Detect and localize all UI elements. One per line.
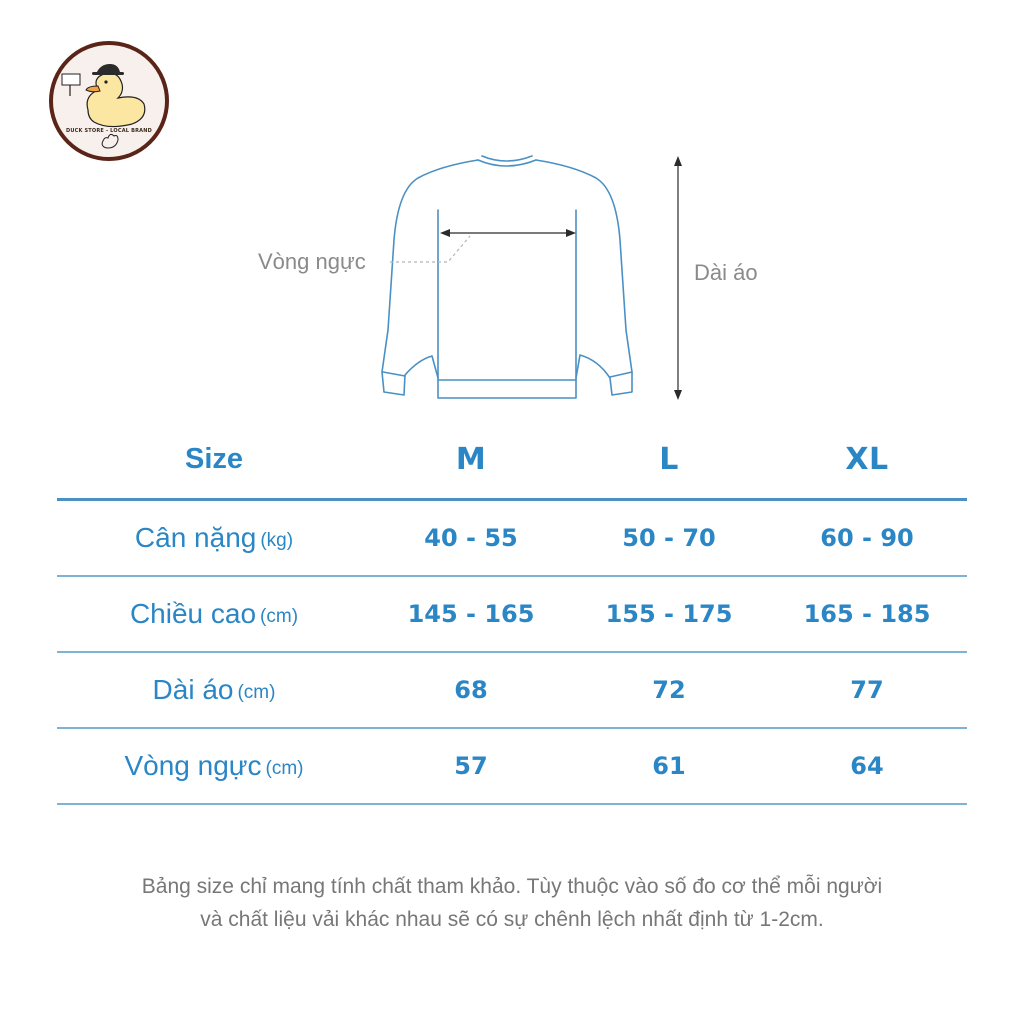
table-cell: 57 (454, 752, 488, 780)
size-m: M (455, 441, 487, 477)
table-row-chest (57, 729, 967, 803)
row-label: Dài áo (152, 674, 234, 705)
table-cell: 165 - 185 (803, 600, 931, 628)
note-line-1: Bảng size chỉ mang tính chất tham khảo. Tùy thuộc vào số đo cơ thể mỗi người (141, 875, 883, 898)
row-label: Cân nặng (134, 522, 257, 553)
size-l: L (659, 441, 679, 477)
size-note (40, 870, 984, 936)
table-cell: 68 (454, 676, 488, 704)
logo-text: DUCK STORE - LOCAL BRAND (66, 128, 152, 134)
sweater-diagram (0, 0, 1024, 420)
table-cell: 64 (850, 752, 884, 780)
table-cell: 145 - 165 (407, 600, 535, 628)
length-arrow-icon (674, 156, 682, 400)
table-cell: 50 - 70 (622, 524, 716, 552)
chest-leader-line (390, 236, 470, 262)
header-size-label: Size (184, 442, 244, 475)
row-label: Chiều cao (129, 598, 257, 629)
table-header (57, 420, 967, 498)
size-xl: XL (845, 441, 889, 477)
sweater-outline-icon (382, 156, 632, 398)
table-row-length (57, 653, 967, 727)
row-unit: (cm) (265, 758, 304, 779)
table-cell: 72 (652, 676, 686, 704)
length-label: Dài áo (694, 260, 758, 285)
row-label: Vòng ngực (124, 750, 262, 781)
table-cell: 60 - 90 (820, 524, 914, 552)
row-unit: (cm) (260, 606, 299, 627)
table-row-height (57, 577, 967, 651)
table-cell: 40 - 55 (424, 524, 518, 552)
table-cell: 77 (850, 676, 884, 704)
row-divider (57, 803, 967, 805)
row-unit: (cm) (237, 682, 276, 703)
note-line-2: và chất liệu vải khác nhau sẽ có sự chênh lệch nhất định từ 1-2cm. (200, 908, 824, 931)
chest-label: Vòng ngực (258, 249, 366, 274)
table-cell: 155 - 175 (605, 600, 733, 628)
size-table (57, 420, 967, 805)
row-unit: (kg) (260, 530, 294, 551)
table-cell: 61 (652, 752, 686, 780)
table-row-weight (57, 501, 967, 575)
chest-arrow-icon (440, 229, 576, 237)
